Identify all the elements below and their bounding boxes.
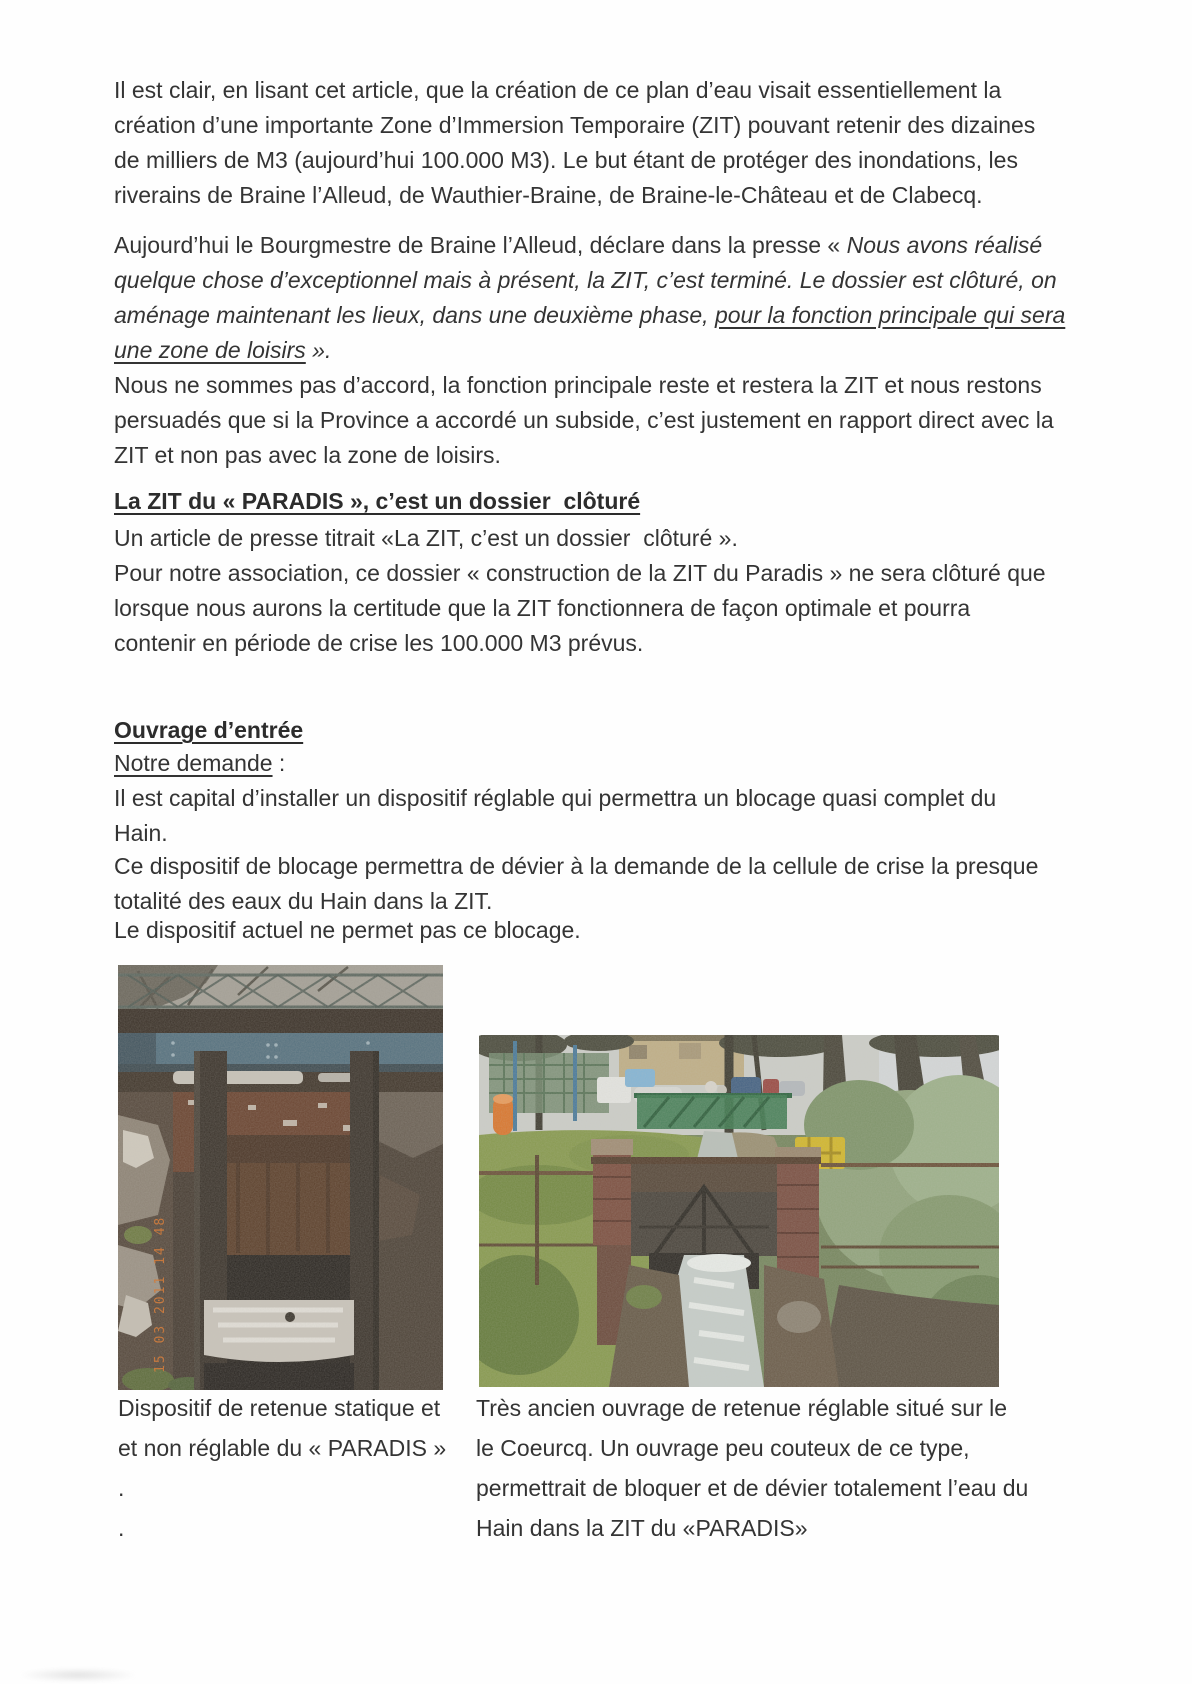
text-line <box>114 591 1046 626</box>
text-segment: Aujourd’hui le Bourgmestre de Braine l’Alleud, déclare dans la presse « <box>114 232 847 258</box>
text-line <box>114 913 581 948</box>
text-segment: Très ancien ouvrage de retenue réglable situé sur le <box>476 1395 1008 1421</box>
text-segment: persuadés que si la Province a accordé un subside, c’est justement en rapport direct avec la <box>114 407 1054 433</box>
paragraph-dispositif-actuel <box>114 913 581 948</box>
text-line <box>114 333 1065 368</box>
text-line <box>114 521 738 556</box>
text-segment: aménage maintenant les lieux, dans une deuxième phase, <box>114 302 715 328</box>
paragraph-disagreement <box>114 368 1054 473</box>
text-line <box>114 108 1035 143</box>
text-segment: permettrait de bloquer et de dévier totalement l’eau du <box>476 1475 1029 1501</box>
text-line <box>114 556 1046 591</box>
text-line <box>118 1388 446 1428</box>
text-segment: Ouvrage d’entrée <box>114 717 304 743</box>
heading-dossier-cloture <box>114 484 640 519</box>
text-line <box>114 781 996 816</box>
text-line <box>114 178 1035 213</box>
text-segment: Il est clair, en lisant cet article, que la création de ce plan d’eau visait essentiellement la <box>114 77 1002 103</box>
paragraph-press-article <box>114 521 738 556</box>
paragraph-demande-capital <box>114 781 996 851</box>
paragraph-intro <box>114 73 1035 213</box>
text-segment: : <box>272 750 286 776</box>
text-line <box>114 849 1038 884</box>
text-segment: Hain dans la ZIT du «PARADIS» <box>476 1515 808 1541</box>
text-line <box>476 1388 1028 1428</box>
text-segment: Pour notre association, ce dossier « construction de la ZIT du Paradis » ne sera clôturé que <box>114 560 1046 586</box>
text-segment: riverains de Braine l’Alleud, de Wauthier-Braine, de Braine-le-Château et de Clabecq. <box>114 182 983 208</box>
text-line <box>114 228 1065 263</box>
heading-ouvrage-entree <box>114 713 303 748</box>
text-line <box>114 746 285 781</box>
text-line <box>476 1508 1028 1548</box>
text-line <box>118 1508 446 1548</box>
text-segment: Notre demande <box>114 750 273 776</box>
text-segment: le Coeurcq. Un ouvrage peu couteux de ce type, <box>476 1435 970 1461</box>
text-segment: totalité des eaux du Hain dans la ZIT. <box>114 888 493 914</box>
text-line <box>114 73 1035 108</box>
text-segment: une zone de loisirs <box>114 337 306 363</box>
right-photo-adjustable-device <box>479 1035 999 1387</box>
text-line <box>114 143 1035 178</box>
text-segment: Hain. <box>114 820 168 846</box>
text-segment: Nous avons réalisé <box>846 232 1043 258</box>
text-line <box>114 263 1065 298</box>
paragraph-mayor-quote <box>114 228 1065 368</box>
caption-left-photo <box>118 1388 446 1548</box>
text-segment: contenir en période de crise les 100.000 M3 prévus. <box>114 630 644 656</box>
text-segment: quelque chose d’exceptionnel mais à présent, la ZIT, c’est terminé. Le dossier est clôturé, on <box>114 267 1057 293</box>
right-photo-graphic <box>479 1035 999 1387</box>
text-line <box>476 1428 1028 1468</box>
text-line <box>114 626 1046 661</box>
caption-right-photo <box>476 1388 1028 1548</box>
text-segment: pour la fonction principale qui sera <box>714 302 1066 328</box>
text-line <box>114 368 1054 403</box>
paragraph-dispositif-blocage <box>114 849 1038 919</box>
text-segment: de milliers de M3 (aujourd’hui 100.000 M3). Le but étant de protéger des inondations, les <box>114 147 1018 173</box>
text-line <box>114 298 1065 333</box>
text-line <box>114 403 1054 438</box>
text-line <box>114 438 1054 473</box>
text-segment: lorsque nous aurons la certitude que la ZIT fonctionnera de façon optimale et pourra <box>114 595 971 621</box>
subheading-notre-demande <box>114 746 285 781</box>
text-segment: Il est capital d’installer un dispositif réglable qui permettra un blocage quasi complet du <box>114 785 997 811</box>
text-segment: ZIT et non pas avec la zone de loisirs. <box>114 442 501 468</box>
text-line <box>114 816 996 851</box>
text-segment: La ZIT du « PARADIS », c’est un dossier clôturé <box>114 488 641 514</box>
paragraph-association <box>114 556 1046 661</box>
text-line <box>114 713 303 748</box>
text-line <box>476 1468 1028 1508</box>
text-segment: Le dispositif actuel ne permet pas ce blocage. <box>114 917 581 943</box>
text-line <box>114 484 640 519</box>
text-line <box>118 1468 446 1508</box>
text-segment: . <box>118 1515 125 1541</box>
text-segment: ». <box>305 337 332 363</box>
left-photo-graphic <box>118 965 443 1390</box>
left-photo-static-device <box>118 965 443 1390</box>
text-segment: . <box>118 1475 125 1501</box>
text-line <box>118 1428 446 1468</box>
text-segment: et non réglable du « PARADIS » <box>118 1435 447 1461</box>
text-segment: Un article de presse titrait «La ZIT, c’est un dossier clôturé ». <box>114 525 738 551</box>
scan-artifact-smudge <box>18 1668 138 1682</box>
text-segment: création d’une importante Zone d’Immersion Temporaire (ZIT) pouvant retenir des dizaines <box>114 112 1036 138</box>
text-segment: Ce dispositif de blocage permettra de dévier à la demande de la cellule de crise la presque <box>114 853 1039 879</box>
text-segment: Dispositif de retenue statique et <box>118 1395 441 1421</box>
text-segment: Nous ne sommes pas d’accord, la fonction principale reste et restera la ZIT et nous restons <box>114 372 1042 398</box>
